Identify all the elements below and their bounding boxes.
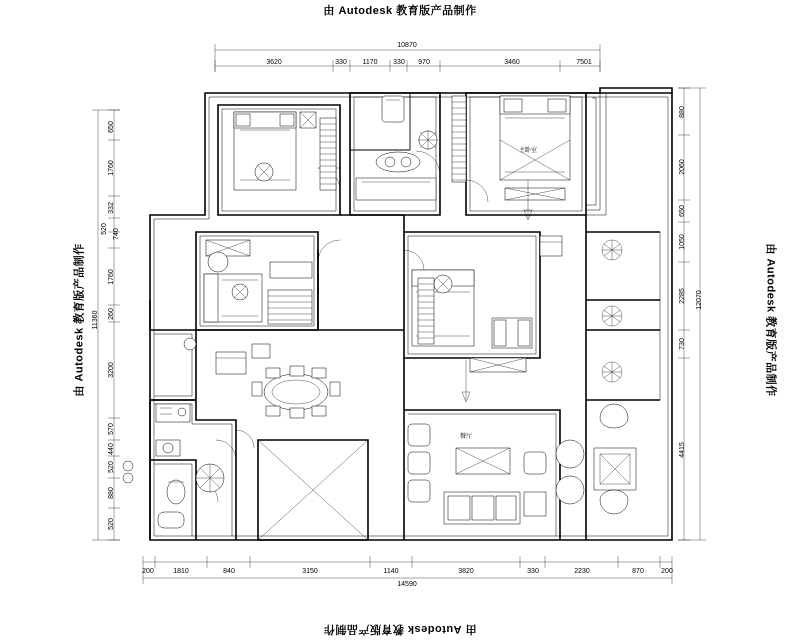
- dim-top-overall: 10870: [397, 42, 417, 49]
- dim-top-3: 1170: [362, 59, 378, 66]
- dim-right-overall: 12070: [696, 290, 703, 310]
- dim-left-11: 520: [108, 461, 115, 473]
- dim-bottom-3: 840: [223, 568, 235, 575]
- dim-left-5: 740: [113, 228, 120, 240]
- dim-bottom-9: 870: [632, 568, 644, 575]
- dim-left-3: 332: [108, 202, 115, 214]
- furniture-living-room: [408, 424, 546, 524]
- fixtures-top-center: [356, 96, 438, 200]
- dimension-group-bottom: [142, 556, 673, 588]
- dim-left-12: 880: [108, 487, 115, 499]
- dimension-group-right: [678, 88, 706, 540]
- dim-left-4: 520: [101, 223, 108, 235]
- dim-top-1: 3620: [266, 59, 282, 66]
- dim-top-5: 970: [418, 59, 430, 66]
- dim-left-overall: 11360: [92, 310, 99, 330]
- label-master-bedroom: 主卧室: [518, 148, 538, 154]
- dim-right-3: 650: [679, 205, 686, 217]
- furniture-bedroom-1: [234, 112, 336, 190]
- dim-left-1: 650: [108, 121, 115, 133]
- dim-top-6: 3460: [504, 59, 520, 66]
- dim-bottom-7: 330: [527, 568, 539, 575]
- furniture-right-lounge: [556, 404, 636, 514]
- dim-bottom-2: 1810: [173, 568, 189, 575]
- dim-right-2: 2060: [679, 159, 686, 175]
- dim-top-4: 330: [393, 59, 405, 66]
- dim-left-10: 440: [108, 443, 115, 455]
- balcony-plants: [602, 240, 622, 382]
- dim-bottom-6: 3820: [458, 568, 474, 575]
- dim-left-9: 570: [108, 423, 115, 435]
- dim-right-5: 2285: [679, 288, 686, 304]
- furniture-bedroom-2: [204, 240, 312, 324]
- watermark-left: 由 Autodesk 教育版产品制作: [73, 243, 86, 397]
- dimension-group-left: [92, 110, 120, 540]
- dim-left-2: 1760: [108, 160, 115, 176]
- dim-bottom-8: 2230: [574, 568, 590, 575]
- dim-right-6: 730: [679, 338, 686, 350]
- dim-right-7: 4415: [679, 442, 686, 458]
- watermark-right: 由 Autodesk 教育版产品制作: [764, 243, 777, 397]
- dim-right-1: 880: [679, 106, 686, 118]
- dim-right-4: 1050: [679, 234, 686, 250]
- furniture-dining: [252, 366, 340, 418]
- dim-left-13: 520: [108, 518, 115, 530]
- dim-left-7: 260: [108, 308, 115, 320]
- dimension-group-top: [215, 42, 600, 72]
- dim-bottom-5: 1140: [383, 568, 399, 575]
- dim-bottom-1: 200: [142, 568, 154, 575]
- furniture-master-bedroom: [452, 96, 570, 200]
- dim-top-2: 330: [335, 59, 347, 66]
- dim-bottom-4: 3150: [302, 568, 318, 575]
- dim-bottom-10: 200: [661, 568, 673, 575]
- dim-left-8: 3200: [108, 362, 115, 378]
- dim-top-7: 7501: [576, 59, 592, 66]
- watermark-bottom: 由 Autodesk 教育版产品制作: [323, 623, 477, 635]
- dim-bottom-overall: 14590: [397, 581, 417, 588]
- label-dining-area: 餐厅: [459, 434, 473, 440]
- watermark-top: 由 Autodesk 教育版产品制作: [323, 5, 477, 17]
- dim-left-6: 1760: [108, 269, 115, 285]
